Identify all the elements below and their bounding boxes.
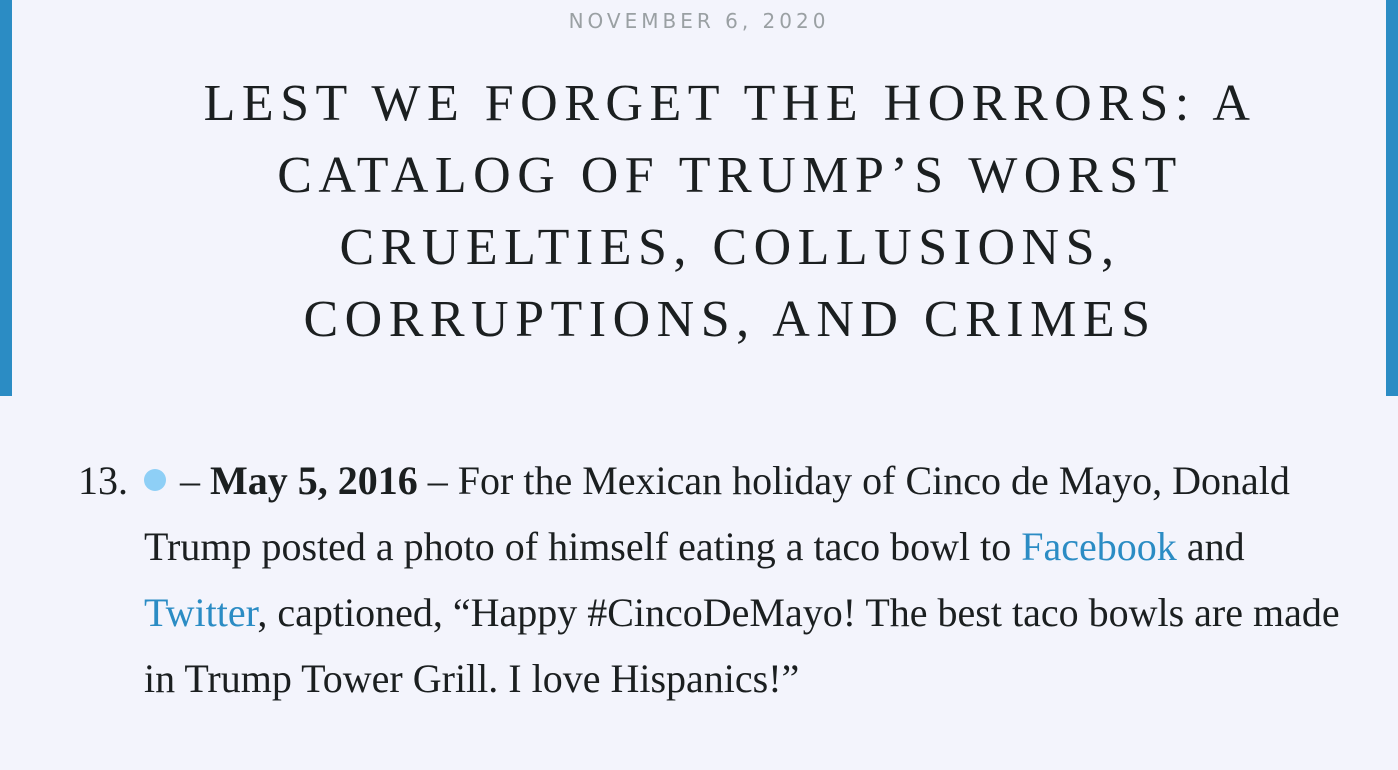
list-item: [0, 448, 1398, 712]
post-date: NOVEMBER 6, 2020: [568, 9, 830, 33]
entry-text-part-1: – For the Mexican holiday of Cinco de Mayo, Donald Trump posted a photo of himself eating a taco bowl to: [144, 458, 1290, 569]
list-item-text: [144, 448, 1344, 712]
entry-date: May 5, 2016: [210, 458, 418, 503]
entry-text-part-3: , captioned, “Happy #CincoDeMayo! The best taco bowls are made in Trump Tower Grill. I love Hispanics!”: [144, 590, 1340, 701]
list-item-number: 13.: [78, 458, 128, 503]
facebook-link[interactable]: Facebook: [1021, 524, 1177, 569]
post-title: LEST WE FORGET THE HORRORS: A CATALOG OF TRUMP’S WORST CRUELTIES, COLLUSIONS, CORRUPTIONS, AND CRIMES: [203, 75, 1257, 348]
dash-separator: –: [170, 458, 210, 503]
left-accent-bar: [0, 0, 12, 396]
dot-icon: [144, 469, 166, 491]
twitter-link[interactable]: Twitter: [144, 590, 258, 635]
entry-text-part-2: and: [1176, 524, 1245, 569]
right-accent-bar: [1386, 0, 1398, 396]
